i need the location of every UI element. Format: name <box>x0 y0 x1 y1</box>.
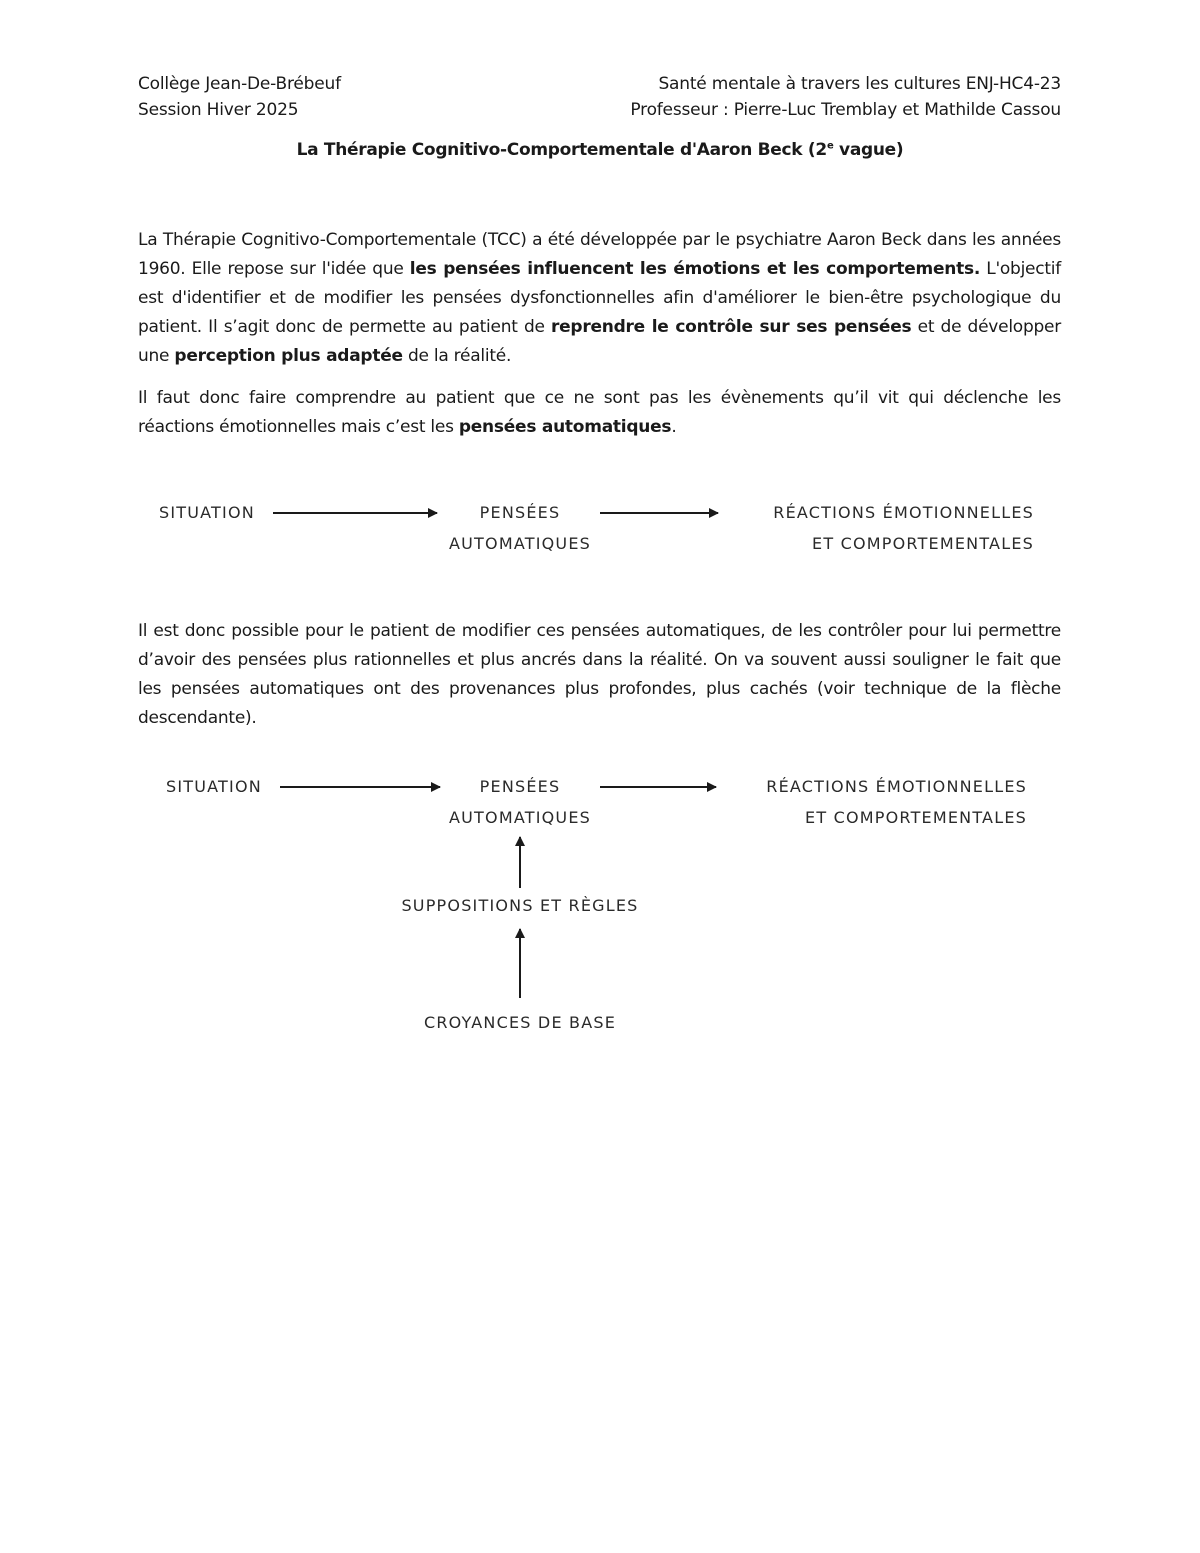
professors: Professeur : Pierre-Luc Tremblay et Mathilde Cassou <box>630 100 1061 120</box>
diagram2-croyances: CROYANCES DE BASE <box>423 1013 617 1032</box>
diagram2-pensees-line1: PENSÉES <box>479 777 561 796</box>
diagram2-suppositions: SUPPOSITIONS ET RÈGLES <box>401 896 639 915</box>
paragraph-intro: La Thérapie Cognitivo-Comportementale (TCC) a été développée par le psychiatre Aaron Beck dans les années 1960. Elle repose sur l'idée que les pensées influencent les émotions et les comportements. L'objectif est d'identifier et de modifier les pensées dysfonctionnelles afin d'améliorer le bien-être psychologique du patient. Il s’agit donc de permette au patient de reprendre le contrôle sur ses pensées et de développer une perception plus adaptée de la réalité. <box>138 230 1061 366</box>
header-left <box>138 71 341 123</box>
session: Session Hiver 2025 <box>138 100 299 120</box>
diagram1-reactions-line2: ET COMPORTEMENTALES <box>812 534 1034 553</box>
diagram2-reactions-line2: ET COMPORTEMENTALES <box>805 808 1027 827</box>
diagram2-situation: SITUATION <box>166 777 262 796</box>
paragraph-modification: Il est donc possible pour le patient de modifier ces pensées automatiques, de les contrôler pour lui permettre d’avoir des pensées plus rationnelles et plus ancrés dans la réalité. On va souvent aussi souligner le fait que les pensées automatiques ont des provenances plus profondes, plus cachés (voir technique de la flèche descendante). <box>138 621 1061 728</box>
page-title: La Thérapie Cognitivo-Comportementale d'Aaron Beck (2e vague) <box>296 140 904 160</box>
diagram1-reactions-line1: RÉACTIONS ÉMOTIONNELLES <box>773 503 1034 522</box>
diagram1-situation: SITUATION <box>159 503 255 522</box>
college-name: Collège Jean-De-Brébeuf <box>138 74 341 94</box>
paragraph-automatic-thoughts: Il faut donc faire comprendre au patient que ce ne sont pas les évènements qu’il vit qui déclenche les réactions émotionnelles mais c’est les pensées automatiques. <box>138 388 1061 437</box>
course-name: Santé mentale à travers les cultures ENJ-HC4-23 <box>658 74 1061 94</box>
diagram1-pensees-line2: AUTOMATIQUES <box>449 534 591 553</box>
header-right <box>630 71 1061 123</box>
diagram2-pensees-line2: AUTOMATIQUES <box>449 808 591 827</box>
diagram2-reactions-line1: RÉACTIONS ÉMOTIONNELLES <box>766 777 1027 796</box>
diagram1-pensees-line1: PENSÉES <box>479 503 561 522</box>
